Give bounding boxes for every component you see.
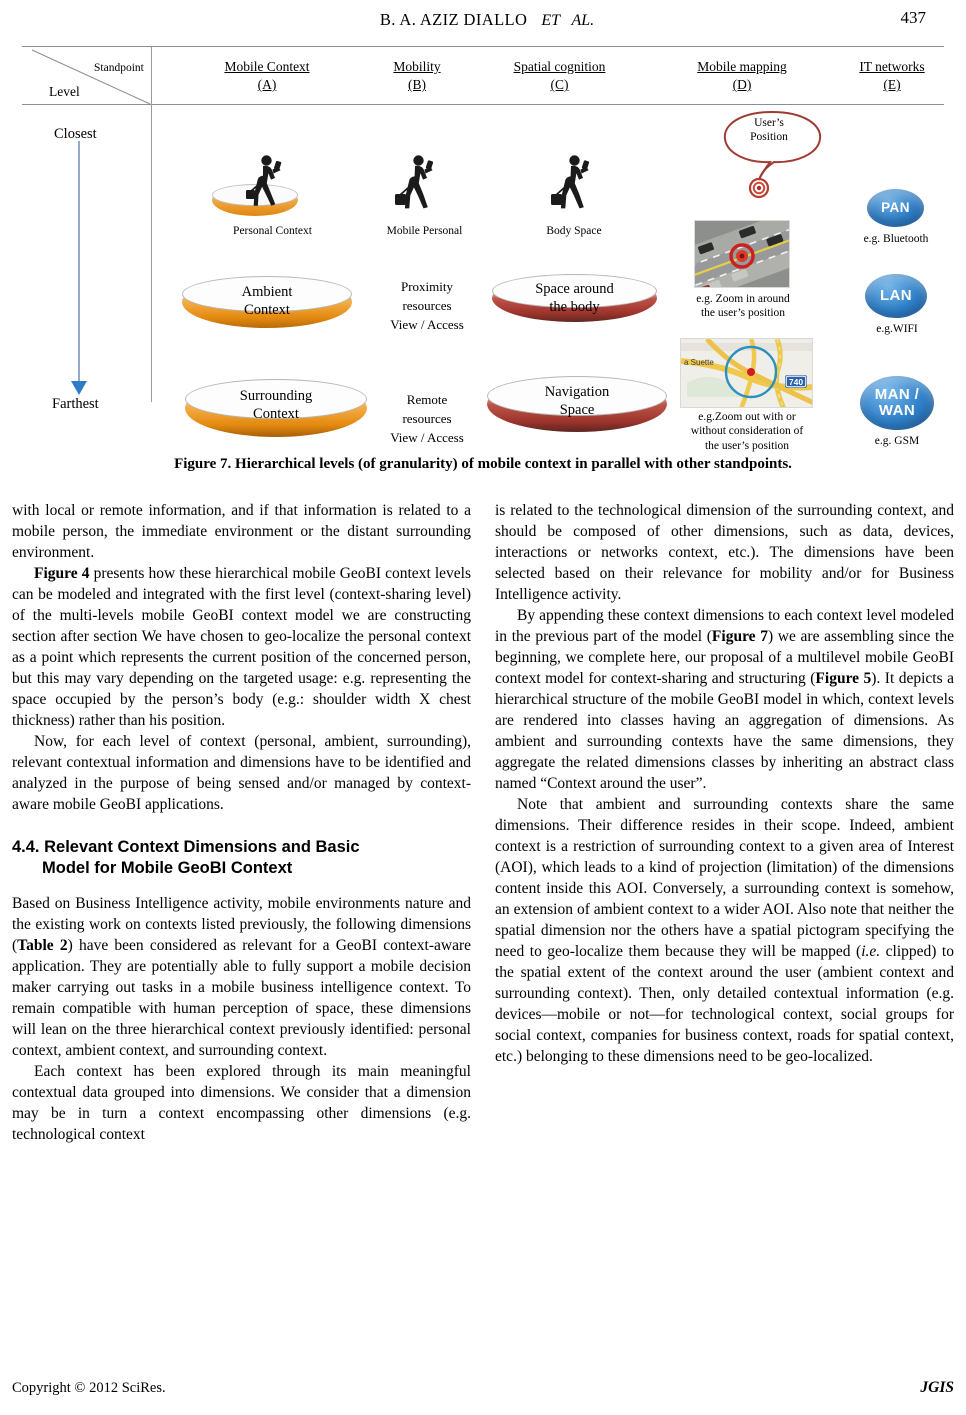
- ie-emphasis: i.e.: [861, 943, 881, 960]
- column-header-tag: (C): [550, 77, 569, 93]
- paragraph: with local or remote information, and if that information is related to a mobile person, the immediate environment or the distant surrounding environment.: [12, 502, 471, 561]
- proximity-line1: Proximity: [400, 279, 453, 294]
- bluetooth-caption: e.g. Bluetooth: [863, 233, 929, 245]
- page-number: 437: [900, 8, 926, 27]
- left-column: [12, 500, 471, 1360]
- column-header-tag: (B): [408, 77, 426, 93]
- navigation-line2: Space: [559, 402, 595, 419]
- remote-line2: resources: [402, 410, 452, 426]
- wifi-caption: e.g.WIFI: [876, 323, 918, 335]
- ambient-context-label: [182, 283, 352, 319]
- paragraph-text: Note that ambient and surrounding contexts share the same dimensions. Their difference resides in their scope. Indeed, ambient context is a restriction of surrounding context to a given area of Interest (AOI), which leads to a kind of projection (limitation) of the dimensions content inside this AOI. Conversely, a surrounding context is somehow, an extension of ambient context to a wider AOI. Also note that neither the spatial dimension nor the others have a spatial pictogram specifying the need to geo-localize them because they will be mapped (: [495, 796, 954, 960]
- pan-badge-label: PAN: [881, 199, 910, 215]
- running-head: [48, 10, 926, 34]
- zoom-out-map-thumbnail: [680, 338, 813, 408]
- paragraph: [495, 605, 954, 794]
- figure-7: [22, 46, 944, 452]
- remote-line3: View / Access: [390, 429, 464, 445]
- route-shield-label: 740: [788, 377, 804, 387]
- figure-caption: Figure 7. Hierarchical levels (of granularity) of mobile context in parallel with other standpoints.: [174, 456, 792, 472]
- paragraph: [12, 893, 471, 1061]
- copyright-notice: Copyright © 2012 SciRes.: [12, 1380, 166, 1396]
- closest-label: Closest: [54, 126, 97, 142]
- mobile-personal-icon: [394, 154, 439, 222]
- surrounding-line2: Context: [253, 406, 299, 423]
- gsm-caption: e.g. GSM: [874, 435, 920, 447]
- pan-network-badge: [867, 189, 924, 227]
- zoom-in-map-thumbnail: [694, 220, 790, 288]
- paragraph: [12, 563, 471, 731]
- paragraph-text: ) we are assembling since the beginning, we complete here, our proposal of a multilevel mobile GeoBI context model for context-sharing and structuring (: [495, 628, 954, 687]
- table-2-ref: Table 2: [17, 936, 68, 954]
- column-header-name: Mobile mapping: [697, 59, 787, 74]
- paragraph-text: ) have been considered as relevant for a GeoBI context-aware application. They are potentially able to fully support a mobile decision maker carrying out tasks in a mobile business intelligence context. To remain compatible with human perception of space, these dimensions will lean on the three hierarchical context previously identified: personal context, ambient context, and surrounding context.: [12, 936, 471, 1059]
- surrounding-line1: Surrounding: [239, 388, 313, 404]
- manwan-badge-line2: WAN: [878, 402, 916, 419]
- section-heading-line1: 4.4. Relevant Context Dimensions and Basic: [12, 838, 360, 856]
- zoom-out-line2: without consideration of: [690, 425, 804, 438]
- zoom-out-line1: e.g.Zoom out with or: [698, 411, 796, 423]
- figure-header-rule: [22, 104, 944, 105]
- granularity-axis-line: [78, 141, 80, 389]
- personal-context-caption: Personal Context: [233, 225, 312, 237]
- column-header-mobile-context: [182, 58, 352, 94]
- column-header-name: IT networks: [859, 59, 925, 74]
- ambient-context-line2: Context: [244, 302, 290, 319]
- map-street-image: [695, 221, 790, 288]
- body-columns: [12, 500, 954, 1360]
- paragraph-text: ). It depicts a hierarchical structure of the mobile GeoBI model in which, context levels are rendered into classes having an aggregation of dimensions. As ambient and surrounding contexts have the same dimensions, they aggregate the related dimensions classes by inheriting an abstract class named “Context around the user”.: [495, 670, 955, 792]
- mobile-personal-caption: Mobile Personal: [386, 225, 463, 237]
- column-header-tag: (A): [257, 77, 277, 93]
- space-around-body-label: [492, 280, 657, 316]
- manwan-badge-line1: MAN /: [874, 386, 920, 404]
- paragraph-text: presents how these hierarchical mobile GeoBI context levels can be modeled and integrated with the first level (context-sharing level) of the multi-levels mobile GeoBI context model we are constructing section after section We have chosen to geo-localize the personal context as a point which represents the current position of the concerned person, but this may vary depending on the targeted usage: e.g. representing the space occupied by the person’s body (e.g.: shoulder width X chest thickness) rather than his position.: [12, 565, 472, 729]
- body-space-caption: Body Space: [546, 225, 602, 237]
- proximity-resources-text: [352, 278, 502, 335]
- zoom-out-line3: the user’s position: [704, 439, 790, 452]
- column-header-mobile-mapping: [662, 58, 822, 94]
- page-footer: [12, 1379, 954, 1397]
- paragraph-text: Based on Business Intelligence activity, mobile environments nature and the existing work on contexts listed previously, the following dimensions (: [12, 894, 471, 954]
- standpoint-label: Standpoint: [94, 62, 144, 74]
- figure-7-ref: Figure 7: [711, 628, 768, 645]
- figure-5-ref: Figure 5: [815, 670, 872, 687]
- users-position-callout: [712, 108, 832, 200]
- column-header-name: Spatial cognition: [513, 59, 606, 74]
- ambient-context-line1: Ambient: [241, 284, 293, 300]
- users-position-line1: User’s: [754, 117, 784, 129]
- column-header-tag: (D): [732, 77, 752, 93]
- zoom-in-line2: the user’s position: [700, 307, 786, 320]
- lan-network-badge: [865, 274, 927, 318]
- column-header-tag: (E): [883, 77, 901, 93]
- remote-line1: Remote: [406, 392, 448, 407]
- paragraph: Each context has been explored through its main meaningful contextual data grouped into dimensions. We consider that a dimension may be in turn a context encompassing other dimensions (e.g. technological context: [12, 1062, 471, 1143]
- column-header-name: Mobility: [393, 59, 441, 74]
- column-header-name: Mobile Context: [224, 59, 310, 74]
- paragraph: Now, for each level of context (personal, ambient, surrounding), relevant contextual information and dimensions have to be identified and analyzed in the purpose of being sensed and/or managed by context-aware mobile GeoBI applications.: [12, 733, 471, 813]
- right-column: [495, 500, 954, 1360]
- journal-abbreviation: JGIS: [920, 1379, 954, 1396]
- column-header-spatial-cognition: [472, 58, 647, 94]
- figure-top-rule: [22, 46, 944, 47]
- section-heading: [12, 837, 471, 880]
- column-header-mobility: [347, 58, 487, 94]
- manwan-network-badge: [860, 376, 934, 430]
- space-around-line2: the body: [549, 299, 600, 316]
- space-around-line1: Space around: [535, 281, 614, 297]
- proximity-line3: View / Access: [390, 316, 464, 332]
- paragraph: is related to the technological dimension of the surrounding context, and should be composed of other dimensions, such as data, devices, interactions or networks context, etc.). The dimensions have been selected based on their relevance for mobility and/or for Business Intelligence activity.: [495, 502, 954, 603]
- surrounding-context-label: [185, 387, 367, 423]
- level-label: Level: [49, 84, 80, 99]
- paragraph: [495, 794, 954, 1067]
- running-head-title: B. A. AZIZ DIALLO: [379, 10, 528, 29]
- navigation-line1: Navigation: [544, 384, 610, 400]
- navigation-space-label: [487, 383, 667, 419]
- granularity-axis-arrow-icon: [71, 381, 87, 395]
- running-head-etal: ET AL.: [541, 12, 595, 29]
- paragraph-text: By appending these context dimensions to each context level modeled in the previous part of the model (: [495, 607, 954, 645]
- zoom-in-caption: [677, 292, 809, 321]
- users-position-line2: Position: [750, 131, 788, 144]
- zoom-out-caption: [662, 410, 832, 453]
- section-heading-line2: Model for Mobile GeoBI Context: [42, 859, 293, 878]
- remote-resources-text: [352, 391, 502, 448]
- map-overview-image: [681, 339, 813, 408]
- figure-4-ref: Figure 4: [34, 565, 90, 582]
- map-street-name: a Suette: [684, 358, 714, 367]
- farthest-label: Farthest: [52, 396, 99, 412]
- body-space-icon: [550, 154, 595, 222]
- column-header-it-networks: [827, 58, 957, 94]
- zoom-in-line1: e.g. Zoom in around: [696, 293, 790, 305]
- paragraph-text: clipped) to the spatial extent of the context around the user (ambient context and surrounding context). Then, only detailed contextual information (e.g. devices—mobile or not—for technological context, social groups for social context, companies for business context, roads for spatial context, etc.) belonging to these dimensions need to be geo-localized.: [495, 943, 954, 1065]
- walking-person-icon: [244, 154, 284, 210]
- proximity-line2: resources: [402, 297, 452, 313]
- lan-badge-label: LAN: [879, 287, 913, 305]
